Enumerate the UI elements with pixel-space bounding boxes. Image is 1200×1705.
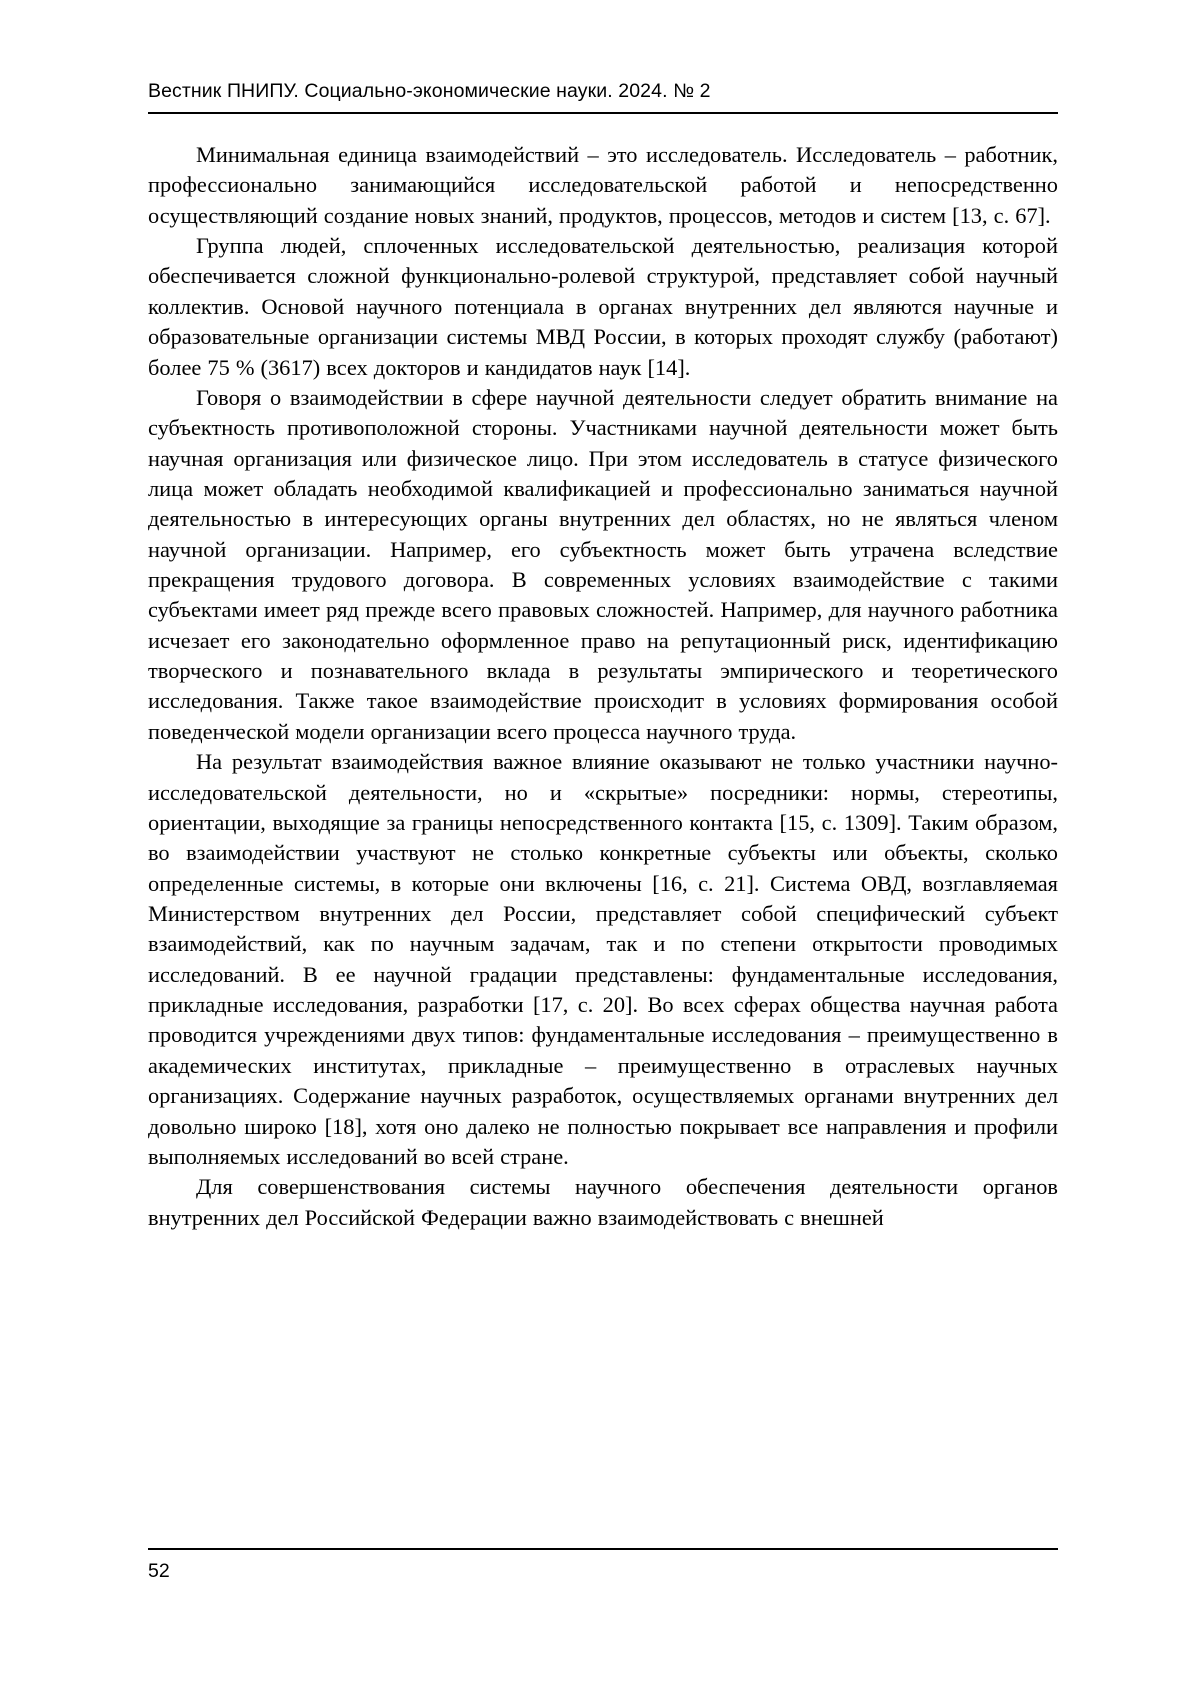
page-content (148, 80, 1058, 1233)
footer-rule (148, 1548, 1058, 1550)
page-number: 52 (148, 1560, 170, 1582)
page-footer (148, 1548, 1058, 1583)
header-rule (148, 112, 1058, 114)
paragraph: Минимальная единица взаимодействий – это исследователь. Исследователь – работник, профессионально занимающийся исследовательской работой и непосредственно осуществляющий создание новых знаний, продуктов, процессов, методов и систем [13, с. 67]. (148, 142, 1058, 228)
paragraph: Группа людей, сплоченных исследовательской деятельностью, реализация которой обеспечивается сложной функционально-ролевой структурой, представляет собой научный коллектив. Основой научного потенциала в органах внутренних дел являются научные и образовательные организации системы МВД России, в которых проходят службу (работают) более 75 % (3617) всех докторов и кандидатов наук [14]. (148, 233, 1058, 380)
paragraph: Говоря о взаимодействии в сфере научной деятельности следует обратить внимание на субъектность противоположной стороны. Участниками научной деятельности может быть научная организация или физическое лицо. При этом исследователь в статусе физического лица может обладать необходимой квалификацией и профессионально заниматься научной деятельностью в интересующих органы внутренних дел областях, но не являться членом научной организации. Например, его субъектность может быть утрачена вследствие прекращения трудового договора. В современных условиях взаимодействие с такими субъектами имеет ряд прежде всего правовых сложностей. Например, для научного работника исчезает его законодательно оформленное право на репутационный риск, идентификацию творческого и познавательного вклада в результаты эмпирического и теоретического исследования. Также такое взаимодействие происходит в условиях формирования особой поведенческой модели организации всего процесса научного труда. (148, 384, 1058, 744)
running-head: Вестник ПНИПУ. Социально-экономические науки. 2024. № 2 (148, 80, 711, 102)
paragraph: Для совершенствования системы научного обеспечения деятельности органов внутренних дел Российской Федерации важно взаимодействовать с внешней (148, 1174, 1058, 1230)
paragraph: На результат взаимодействия важное влияние оказывают не только участники научно-исследовательской деятельности, но и «скрытые» посредники: нормы, стереотипы, ориентации, выходящие за границы непосредственного контакта [15, с. 1309]. Таким образом, во взаимодействии участвуют не столько конкретные субъекты или объекты, сколько определенные системы, в которые они включены [16, с. 21]. Система ОВД, возглавляемая Министерством внутренних дел России, представляет собой специфический субъект взаимодействий, как по научным задачам, так и по степени открытости проводимых исследований. В ее научной градации представлены: фундаментальные исследования, прикладные исследования, разработки [17, с. 20]. Во всех сферах общества научная работа проводится учреждениями двух типов: фундаментальные исследования – преимущественно в академических институтах, прикладные – преимущественно в отраслевых научных организациях. Содержание научных разработок, осуществляемых органами внутренних дел довольно широко [18], хотя оно далеко не полностью покрывает все направления и профили выполняемых исследований во всей стране. (148, 749, 1058, 1169)
body-text (148, 140, 1058, 1233)
